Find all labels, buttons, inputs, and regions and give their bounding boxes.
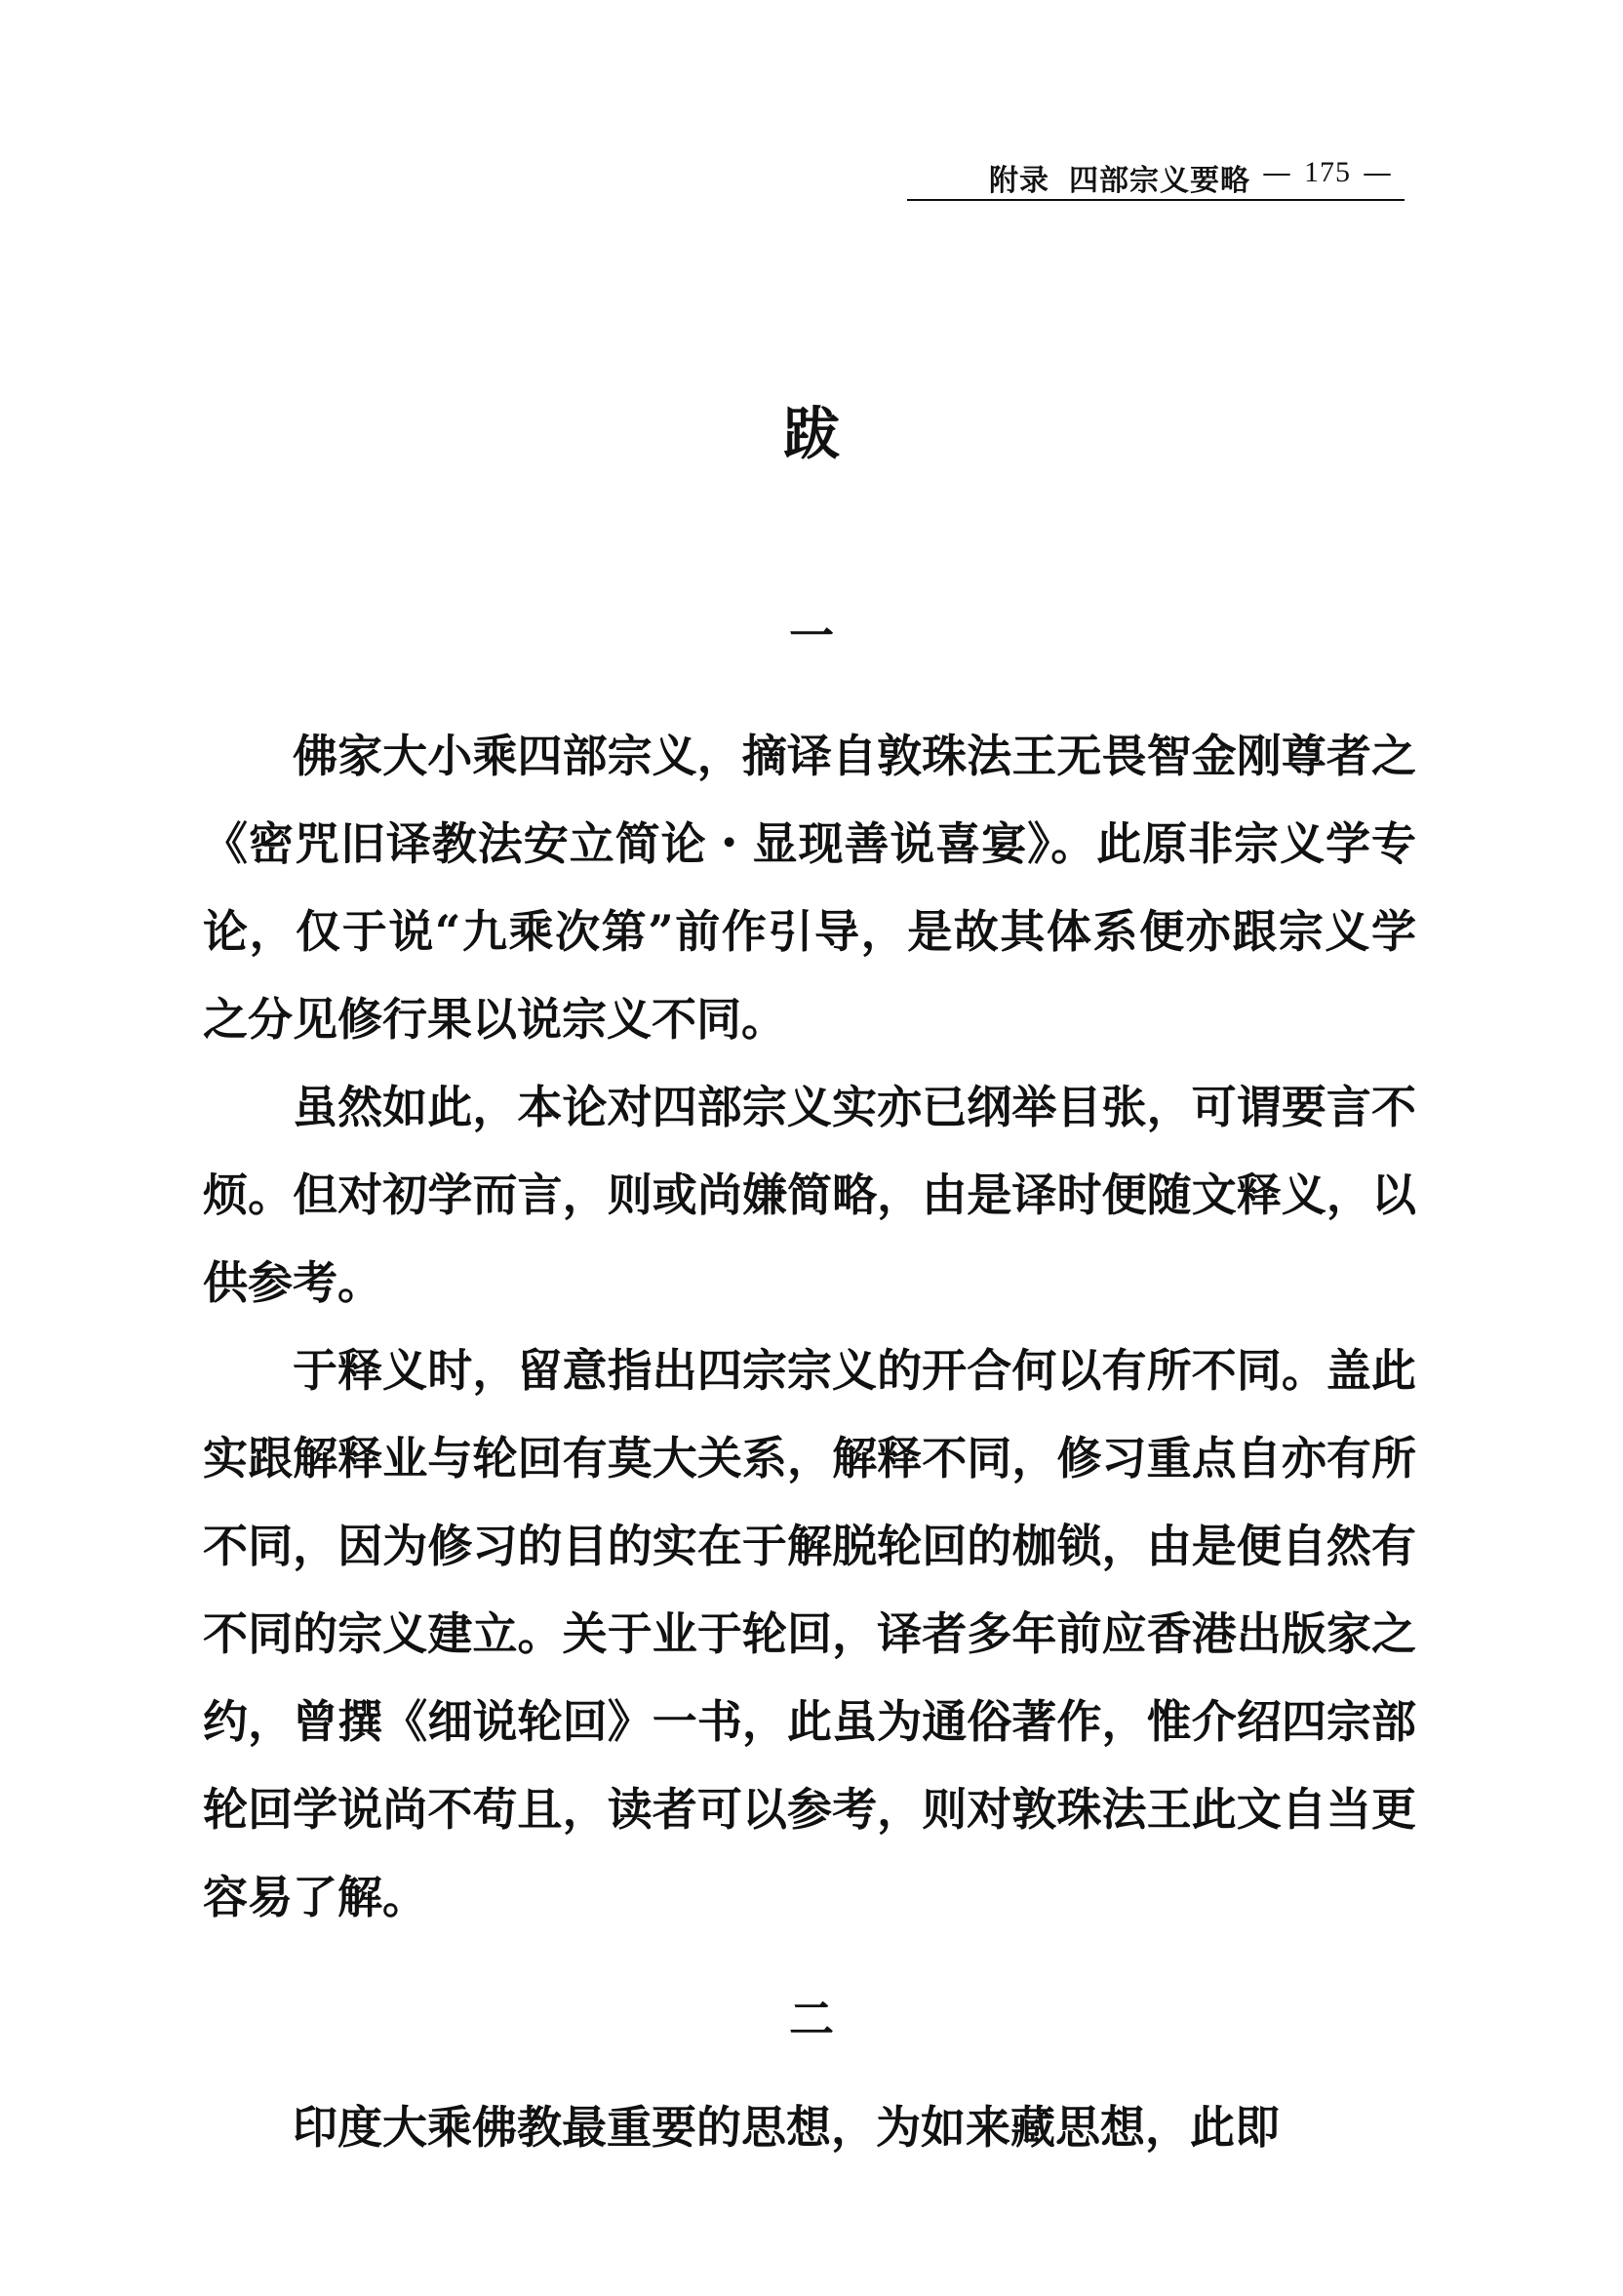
section-mark-1: 一 bbox=[789, 610, 834, 662]
header-section-label: 附录 bbox=[989, 164, 1049, 198]
section-2-body bbox=[203, 2083, 1416, 2171]
header-dash-right: — bbox=[1363, 156, 1393, 190]
paragraph-1: 佛家大小乘四部宗义，摘译自敦珠法王无畏智金刚尊者之《密咒旧译教法安立简论・显现善说喜宴》。此原非宗义学专论，仅于说“九乘次第”前作引导，是故其体系便亦跟宗义学之分见修行果以说宗义不同。 bbox=[203, 730, 1416, 1046]
page-number: 175 bbox=[1304, 156, 1351, 188]
running-header bbox=[907, 156, 1405, 201]
section-mark-2: 二 bbox=[789, 1993, 834, 2045]
paragraph-3: 于释义时，留意指出四宗宗义的开合何以有所不同。盖此实跟解释业与轮回有莫大关系，解释不同，修习重点自亦有所不同，因为修习的目的实在于解脱轮回的枷锁，由是便自然有不同的宗义建立。关于业于轮回，译者多年前应香港出版家之约，曾撰《细说轮回》一书，此虽为通俗著作，惟介绍四宗部轮回学说尚不苟且，读者可以参考，则对敦珠法王此文自当更容易了解。 bbox=[203, 1344, 1416, 1923]
paragraph-4: 印度大乘佛教最重要的思想，为如来藏思想，此即 bbox=[293, 2101, 1280, 2154]
paragraph-2: 虽然如此，本论对四部宗义实亦已纲举目张，可谓要言不烦。但对初学而言，则或尚嫌简略，由是译时便随文释义，以供参考。 bbox=[203, 1081, 1416, 1309]
header-title: 四部宗义要略 bbox=[1069, 164, 1250, 198]
section-1-body bbox=[203, 712, 1416, 1941]
header-dash-left: — bbox=[1262, 156, 1292, 190]
chapter-title: 跋 bbox=[782, 401, 840, 467]
